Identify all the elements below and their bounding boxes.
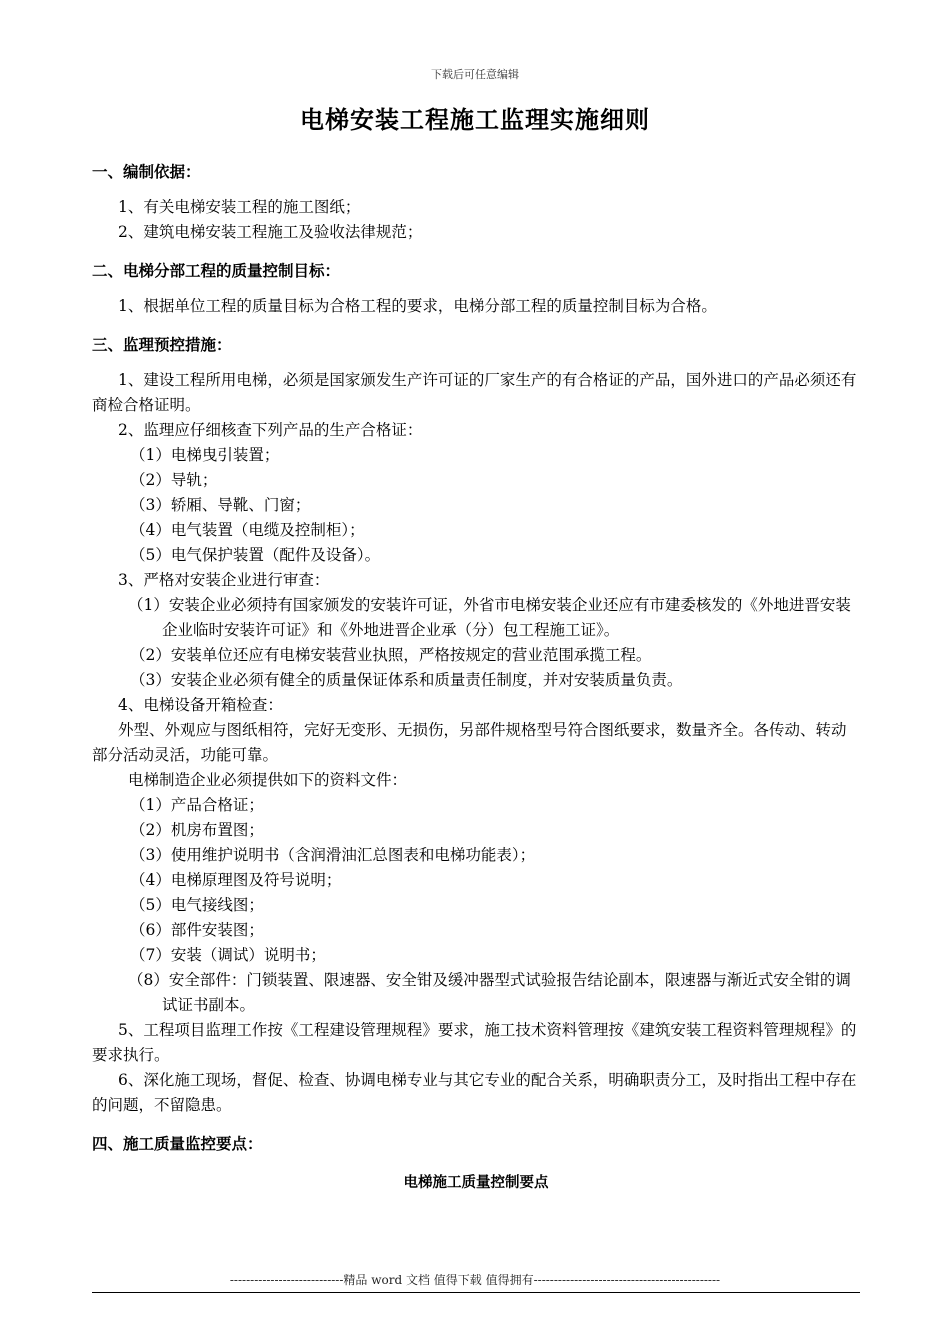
s1-item-2: 2、建筑电梯安装工程施工及验收法律规范； <box>118 223 423 241</box>
s3-p3-item-2: （2）安装单位还应有电梯安装营业执照，严格按规定的营业范围承揽工程。 <box>130 646 652 664</box>
s3-p2-item-5: （5）电气保护装置（配件及设备）。 <box>130 546 381 564</box>
document-body <box>92 160 860 1196</box>
header-note: 下载后可任意编辑 <box>431 68 519 81</box>
s1-item-1: 1、有关电梯安装工程的施工图纸； <box>118 198 361 216</box>
s3-p4-text: 外型、外观应与图纸相符，完好无变形、无损伤，另部件规格型号符合图纸要求，数量齐全。各传动、转动部分活动灵活，功能可靠。 <box>92 721 847 764</box>
s3-p4-item-1: （1）产品合格证； <box>130 796 264 814</box>
s3-para-6: 6、深化施工现场，督促、检查、协调电梯专业与其它专业的配合关系，明确职责分工，及时指出工程中存在的问题，不留隐患。 <box>92 1071 857 1114</box>
section-1-heading: 一、编制依据： <box>92 163 201 181</box>
section-4-heading: 四、施工质量监控要点： <box>92 1135 263 1153</box>
s3-para-5: 5、工程项目监理工作按《工程建设管理规程》要求，施工技术资料管理按《建筑安装工程资料管理规程》的要求执行。 <box>92 1021 857 1064</box>
s3-p3-item-3: （3）安装企业必须有健全的质量保证体系和质量责任制度，并对安装质量负责。 <box>130 671 683 689</box>
s3-p4-item-5: （5）电气接线图； <box>130 896 264 914</box>
s3-p4-item-3: （3）使用维护说明书（含润滑油汇总图表和电梯功能表）； <box>130 846 536 864</box>
s3-p3-item-1: （1）安装企业必须持有国家颁发的安装许可证，外省市电梯安装企业还应有市建委核发的《外地进晋安装企业临时安装许可证》和《外地进晋企业承（分）包工程施工证》。 <box>128 596 851 639</box>
s3-p2-item-4: （4）电气装置（电缆及控制柜）； <box>130 521 365 539</box>
s3-p4-docs: 电梯制造企业必须提供如下的资料文件： <box>128 771 408 789</box>
s3-p2-item-2: （2）导轨； <box>130 471 218 489</box>
section-4-subtitle: 电梯施工质量控制要点 <box>403 1175 549 1191</box>
s2-item-1: 1、根据单位工程的质量目标为合格工程的要求，电梯分部工程的质量控制目标为合格。 <box>118 297 717 315</box>
s3-p2-item-3: （3）轿厢、导靴、门窗； <box>130 496 311 514</box>
s3-para-3: 3、严格对安装企业进行审查： <box>118 571 330 589</box>
footer-note: ----------------------------精品 word 文档 值得下载 值得拥有---------------------------------------------- <box>229 1273 721 1287</box>
s3-p4-item-4: （4）电梯原理图及符号说明； <box>130 871 342 889</box>
s3-p4-item-2: （2）机房布置图； <box>130 821 264 839</box>
document-title: 电梯安装工程施工监理实施细则 <box>300 105 650 134</box>
s3-para-4: 4、电梯设备开箱检查： <box>118 696 283 714</box>
s3-para-2: 2、监理应仔细核查下列产品的生产合格证： <box>118 421 423 439</box>
s3-p4-item-6: （6）部件安装图； <box>130 921 264 939</box>
s3-p4-item-8: （8）安全部件：门锁装置、限速器、安全钳及缓冲器型式试验报告结论副本，限速器与渐近式安全钳的调试证书副本。 <box>128 971 851 1014</box>
section-3-heading: 三、监理预控措施： <box>92 336 232 354</box>
footer-divider <box>92 1292 860 1293</box>
section-2-heading: 二、电梯分部工程的质量控制目标： <box>92 262 341 280</box>
s3-para-1: 1、建设工程所用电梯，必须是国家颁发生产许可证的厂家生产的有合格证的产品，国外进口的产品必须还有商检合格证明。 <box>92 371 857 414</box>
s3-p4-item-7: （7）安装（调试）说明书； <box>130 946 326 964</box>
s3-p2-item-1: （1）电梯曳引装置； <box>130 446 280 464</box>
